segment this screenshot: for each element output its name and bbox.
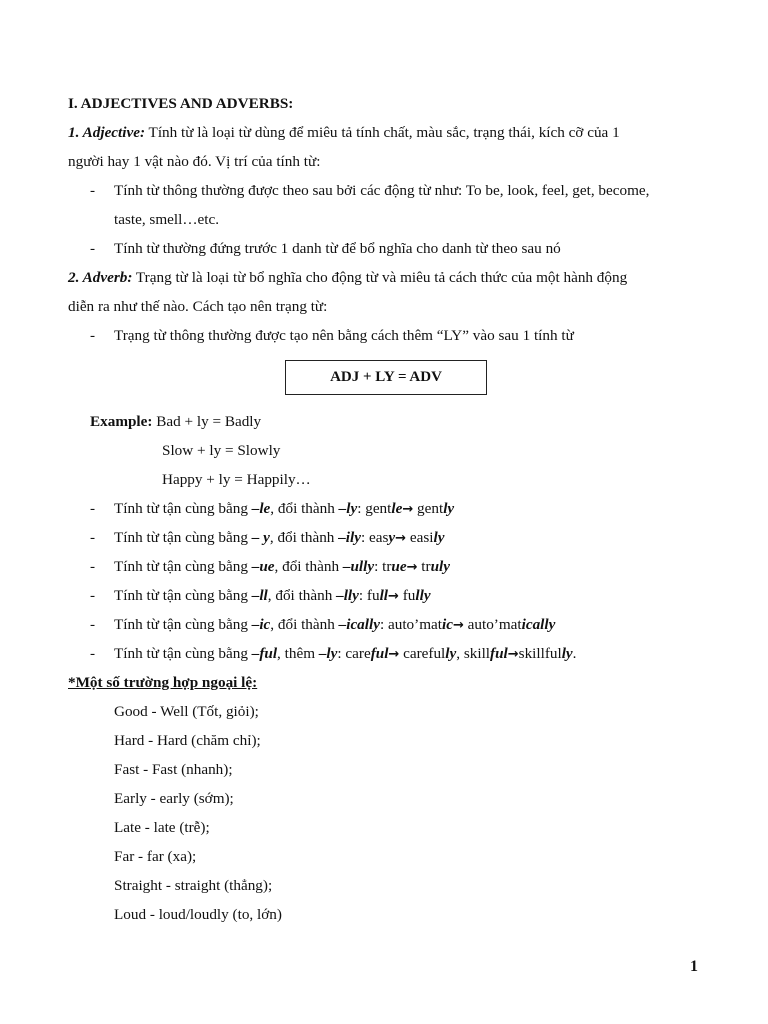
bullet-dash: - [90,240,96,257]
exception-item: Late - late (trễ); [114,819,210,836]
exception-item: Loud - loud/loudly (to, lớn) [114,906,282,923]
exception-item: Straight - straight (thẳng); [114,877,273,894]
example-line-2: Slow + ly = Slowly [162,442,281,459]
bullet-dash: - [90,500,96,517]
exceptions-title: *Một số trường hợp ngoại lệ: [68,674,258,691]
rule-ic: Tính từ tận cùng bằng –ic, đổi thành –ically: auto’matic→ auto’matically [114,616,556,633]
adjective-definition-line1: 1. Adjective: Tính từ là loại từ dùng để miêu tả tính chất, màu sắc, trạng thái, kích cỡ của 1 [68,124,620,141]
example-label: Example: [90,413,153,430]
rule-y: Tính từ tận cùng bằng – y, đổi thành –ily: easy→ easily [114,529,445,546]
formula-box: ADJ + LY = ADV [285,360,487,395]
arrow-right-icon: → [388,589,399,604]
exception-item: Fast - Fast (nhanh); [114,761,233,778]
section-heading: I. ADJECTIVES AND ADVERBS: [68,95,294,112]
adjective-label: 1. Adjective: [68,124,146,141]
adjective-bullet-2: Tính từ thường đứng trước 1 danh từ để bổ nghĩa cho danh từ theo sau nó [114,240,561,257]
adverb-definition-line2: diễn ra như thế nào. Cách tạo nên trạng từ: [68,298,328,315]
arrow-right-icon: → [452,618,464,633]
bullet-dash: - [90,558,96,575]
bullet-dash: - [90,587,96,604]
bullet-dash: - [90,529,96,546]
example-line-3: Happy + ly = Happily… [162,471,311,488]
exception-item: Far - far (xa); [114,848,197,865]
arrow-right-icon: → [388,647,400,662]
rule-ll: Tính từ tận cùng bằng –ll, đổi thành –lly: full→ fully [114,587,431,604]
rule-ue: Tính từ tận cùng bằng –ue, đổi thành –ully: true→ truly [114,558,450,575]
exception-item: Hard - Hard (chăm chỉ); [114,732,261,749]
adverb-definition-line1: 2. Adverb: Trạng từ là loại từ bổ nghĩa cho động từ và miêu tả cách thức của một hành động [68,269,628,286]
arrow-right-icon: → [395,531,407,546]
rule-ful: Tính từ tận cùng bằng –ful, thêm –ly: careful→ carefully, skillful→skillfully. [114,645,577,662]
bullet-dash: - [90,327,96,344]
rule-le: Tính từ tận cùng bằng –le, đổi thành –ly: gentle→ gently [114,500,455,517]
adjective-definition-line2: người hay 1 vật nào đó. Vị trí của tính từ: [68,153,321,170]
arrow-right-icon: → [402,502,414,517]
bullet-dash: - [90,616,96,633]
example-line-1: Example: Bad + ly = Badly [90,413,262,430]
arrow-right-icon: → [507,647,519,662]
adjective-bullet-1-line1: Tính từ thông thường được theo sau bởi các động từ như: To be, look, feel, get, become, [114,182,650,199]
exception-item: Good - Well (Tốt, giỏi); [114,703,259,720]
bullet-dash: - [90,645,96,662]
arrow-right-icon: → [406,560,418,575]
adjective-bullet-1-line2: taste, smell…etc. [114,211,220,228]
adverb-bullet: Trạng từ thông thường được tạo nên bằng cách thêm “LY” vào sau 1 tính từ [114,327,574,344]
adverb-label: 2. Adverb: [68,269,133,286]
page-number: 1 [690,958,698,975]
bullet-dash: - [90,182,96,199]
exception-item: Early - early (sớm); [114,790,234,807]
